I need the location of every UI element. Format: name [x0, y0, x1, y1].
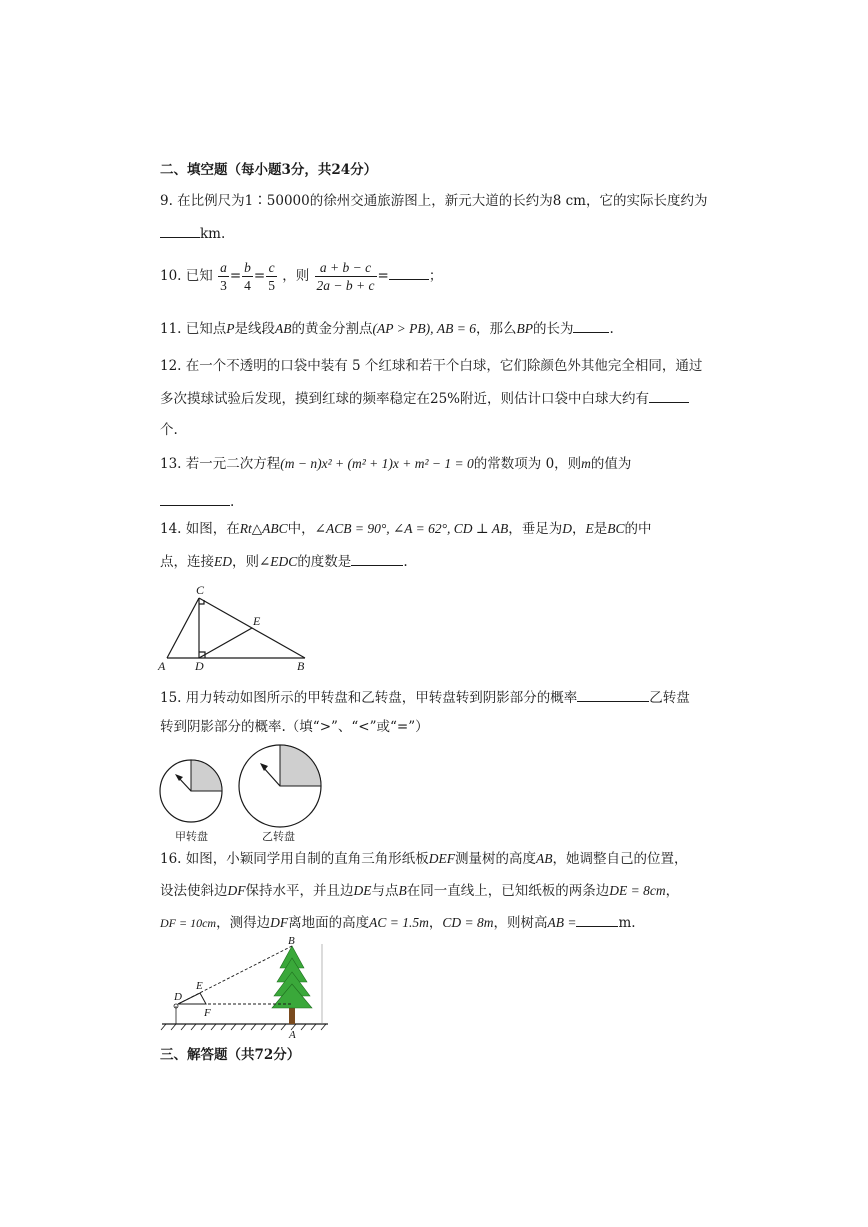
label-e: E	[253, 614, 261, 628]
label-b: B	[297, 659, 305, 672]
q12-answer-blank[interactable]	[649, 388, 689, 403]
label-b: B	[288, 935, 295, 947]
label-f: F	[204, 1007, 211, 1019]
ground-hatching	[161, 1024, 326, 1030]
q14-line1: 14. 如图，在Rt△ABC中，∠ACB = 90°, ∠A = 62°, CD ⊥ AB，垂足为D，E是BC的中	[160, 521, 652, 537]
q10-answer-blank[interactable]	[389, 265, 429, 280]
label-d: D	[195, 659, 204, 672]
q16-line3: DF = 10cm，测得边DF离地面的高度AC = 1.5m，CD = 8m，则树高AB = m.	[160, 912, 636, 933]
q13-line2: .	[160, 491, 234, 512]
segment-ac	[167, 598, 199, 658]
q10-frac-a: $\frac{a}{3}$	[220, 260, 227, 293]
q14-answer-blank[interactable]	[351, 551, 403, 566]
person	[174, 1004, 178, 1024]
q14-triangle-figure	[155, 580, 315, 672]
q10-line: 10. 已知 $\frac{a}{3}$ = $\frac{b}{4}$ = $\frac{c}{5}$ ，则 $\frac{a + b - c}{2a - b + c}$ = ；	[160, 260, 443, 293]
q16-answer-blank[interactable]	[576, 912, 618, 927]
spinner-a-shaded	[191, 760, 222, 791]
q12-line3: 个.	[160, 422, 178, 438]
q15-line2: 转到阴影部分的概率.（填“>”、“<”或“=”）	[160, 719, 429, 735]
section2-title: 二、填空题（每小题3分，共24分）	[160, 162, 378, 178]
q15-line1: 15. 用力转动如图所示的甲转盘和乙转盘，甲转盘转到阴影部分的概率 乙转盘	[160, 687, 690, 708]
spinner-a-figure	[158, 756, 228, 826]
q12-line1: 12. 在一个不透明的口袋中装有 5 个红球和若干个白球，它们除颜色外其他完全相同，通过	[160, 358, 703, 374]
label-a: A	[289, 1029, 296, 1040]
section3-title: 三、解答题（共72分）	[160, 1047, 301, 1063]
spinner-b-shaded	[280, 745, 321, 786]
q14-line2: 点，连接ED，则∠EDC的度数是 .	[160, 551, 408, 572]
q10-frac-expr: $\frac{a + b - c}{2a - b + c}$	[316, 260, 375, 293]
q9-line2: km.	[160, 223, 225, 244]
label-a: A	[158, 659, 166, 672]
q13-answer-blank[interactable]	[160, 491, 230, 506]
q11-line: 11. 已知点P是线段AB的黄金分割点(AP > PB), AB = 6，那么BP的长为 .	[160, 318, 614, 339]
q11-answer-blank[interactable]	[573, 318, 609, 333]
q9-answer-blank[interactable]	[160, 223, 200, 238]
label-e: E	[196, 980, 203, 992]
q10-frac-c: $\frac{c}{5}$	[268, 260, 275, 293]
q16-line1: 16. 如图，小颖同学用自制的直角三角形纸板DEF测量树的高度AB，她调整自己的位置，	[160, 851, 688, 867]
q12-line2: 多次摸球试验后发现，摸到红球的频率稳定在25%附近，则估计口袋中白球大约有	[160, 388, 689, 409]
q16-tree-figure	[160, 934, 332, 1040]
tree	[272, 946, 312, 1024]
label-d: D	[174, 991, 182, 1003]
segment-de	[199, 628, 252, 658]
spinner-b-caption: 乙转盘	[262, 830, 295, 843]
spinner-b-figure	[236, 740, 326, 830]
q16-line2: 设法使斜边DF保持水平，并且边DE与点B在同一直线上，已知纸板的两条边DE = 8cm，	[160, 883, 680, 899]
q10-frac-b: $\frac{b}{4}$	[244, 260, 251, 293]
q13-line1: 13. 若一元二次方程(m − n)x² + (m² + 1)x + m² − 1 = 0的常数项为 0，则m的值为	[160, 456, 632, 472]
q15-answer-blank[interactable]	[577, 687, 649, 702]
q9-line1: 9. 在比例尺为1∶50000的徐州交通旅游图上，新元大道的长约为8 cm，它的实际长度约为	[160, 193, 708, 209]
label-c: C	[196, 583, 205, 597]
spinner-a-caption: 甲转盘	[175, 830, 208, 843]
triangle-board	[178, 993, 206, 1004]
